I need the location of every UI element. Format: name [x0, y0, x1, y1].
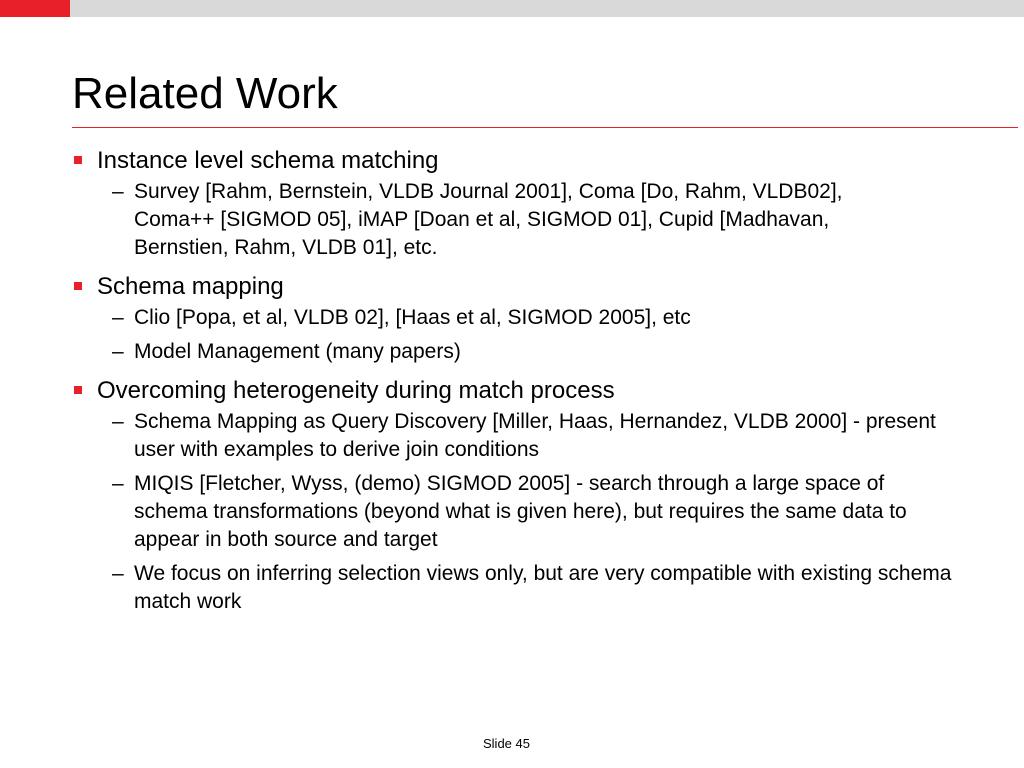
dash-icon: –: [112, 340, 124, 363]
sub-item: [112, 470, 954, 554]
dash-icon: –: [112, 180, 124, 203]
bullet-text: Schema mapping: [97, 273, 284, 300]
square-bullet-icon: [74, 386, 82, 394]
bullet-text: Instance level schema matching: [97, 147, 439, 174]
dash-icon: –: [112, 472, 124, 495]
slide-number: Slide 45: [483, 736, 530, 751]
square-bullet-icon: [74, 156, 82, 164]
top-band: [0, 0, 1024, 17]
slide-content: [72, 146, 972, 622]
dash-icon: –: [112, 306, 124, 329]
sub-item: [112, 408, 954, 464]
sub-item-text: Schema Mapping as Query Discovery [Miller, Haas, Hernandez, VLDB 2000] - present user with examples to derive join conditions: [134, 410, 936, 461]
bullet-schema-mapping: [72, 272, 972, 302]
sub-item-text: MIQIS [Fletcher, Wyss, (demo) SIGMOD 2005] - search through a large space of schema transformations (beyond what is given here), but requires the same data to appear in both source and target: [134, 472, 907, 551]
slide-title: Related Work: [72, 69, 338, 118]
sub-item: [112, 304, 954, 332]
dash-icon: –: [112, 562, 124, 585]
sub-item: [112, 338, 954, 366]
sub-item-text: Survey [Rahm, Bernstein, VLDB Journal 2001], Coma [Do, Rahm, VLDB02], Coma++ [SIGMOD 05], iMAP [Doan et al, SIGMOD 01], Cupid [Madhavan, Bernstien, Rahm, VLDB 01], etc.: [134, 180, 843, 259]
dash-icon: –: [112, 410, 124, 433]
top-accent-bar: [0, 0, 70, 17]
sub-item-text: We focus on inferring selection views only, but are very compatible with existing schema match work: [134, 562, 952, 613]
sub-item: [112, 178, 894, 262]
bullet-heterogeneity: [72, 376, 972, 406]
square-bullet-icon: [74, 282, 82, 290]
sub-item: [112, 560, 954, 616]
sub-item-text: Clio [Popa, et al, VLDB 02], [Haas et al, SIGMOD 2005], etc: [134, 306, 691, 329]
title-underline: [72, 127, 1018, 128]
bullet-instance-matching: [72, 146, 972, 176]
sub-item-text: Model Management (many papers): [134, 340, 461, 363]
bullet-text: Overcoming heterogeneity during match process: [97, 377, 615, 404]
